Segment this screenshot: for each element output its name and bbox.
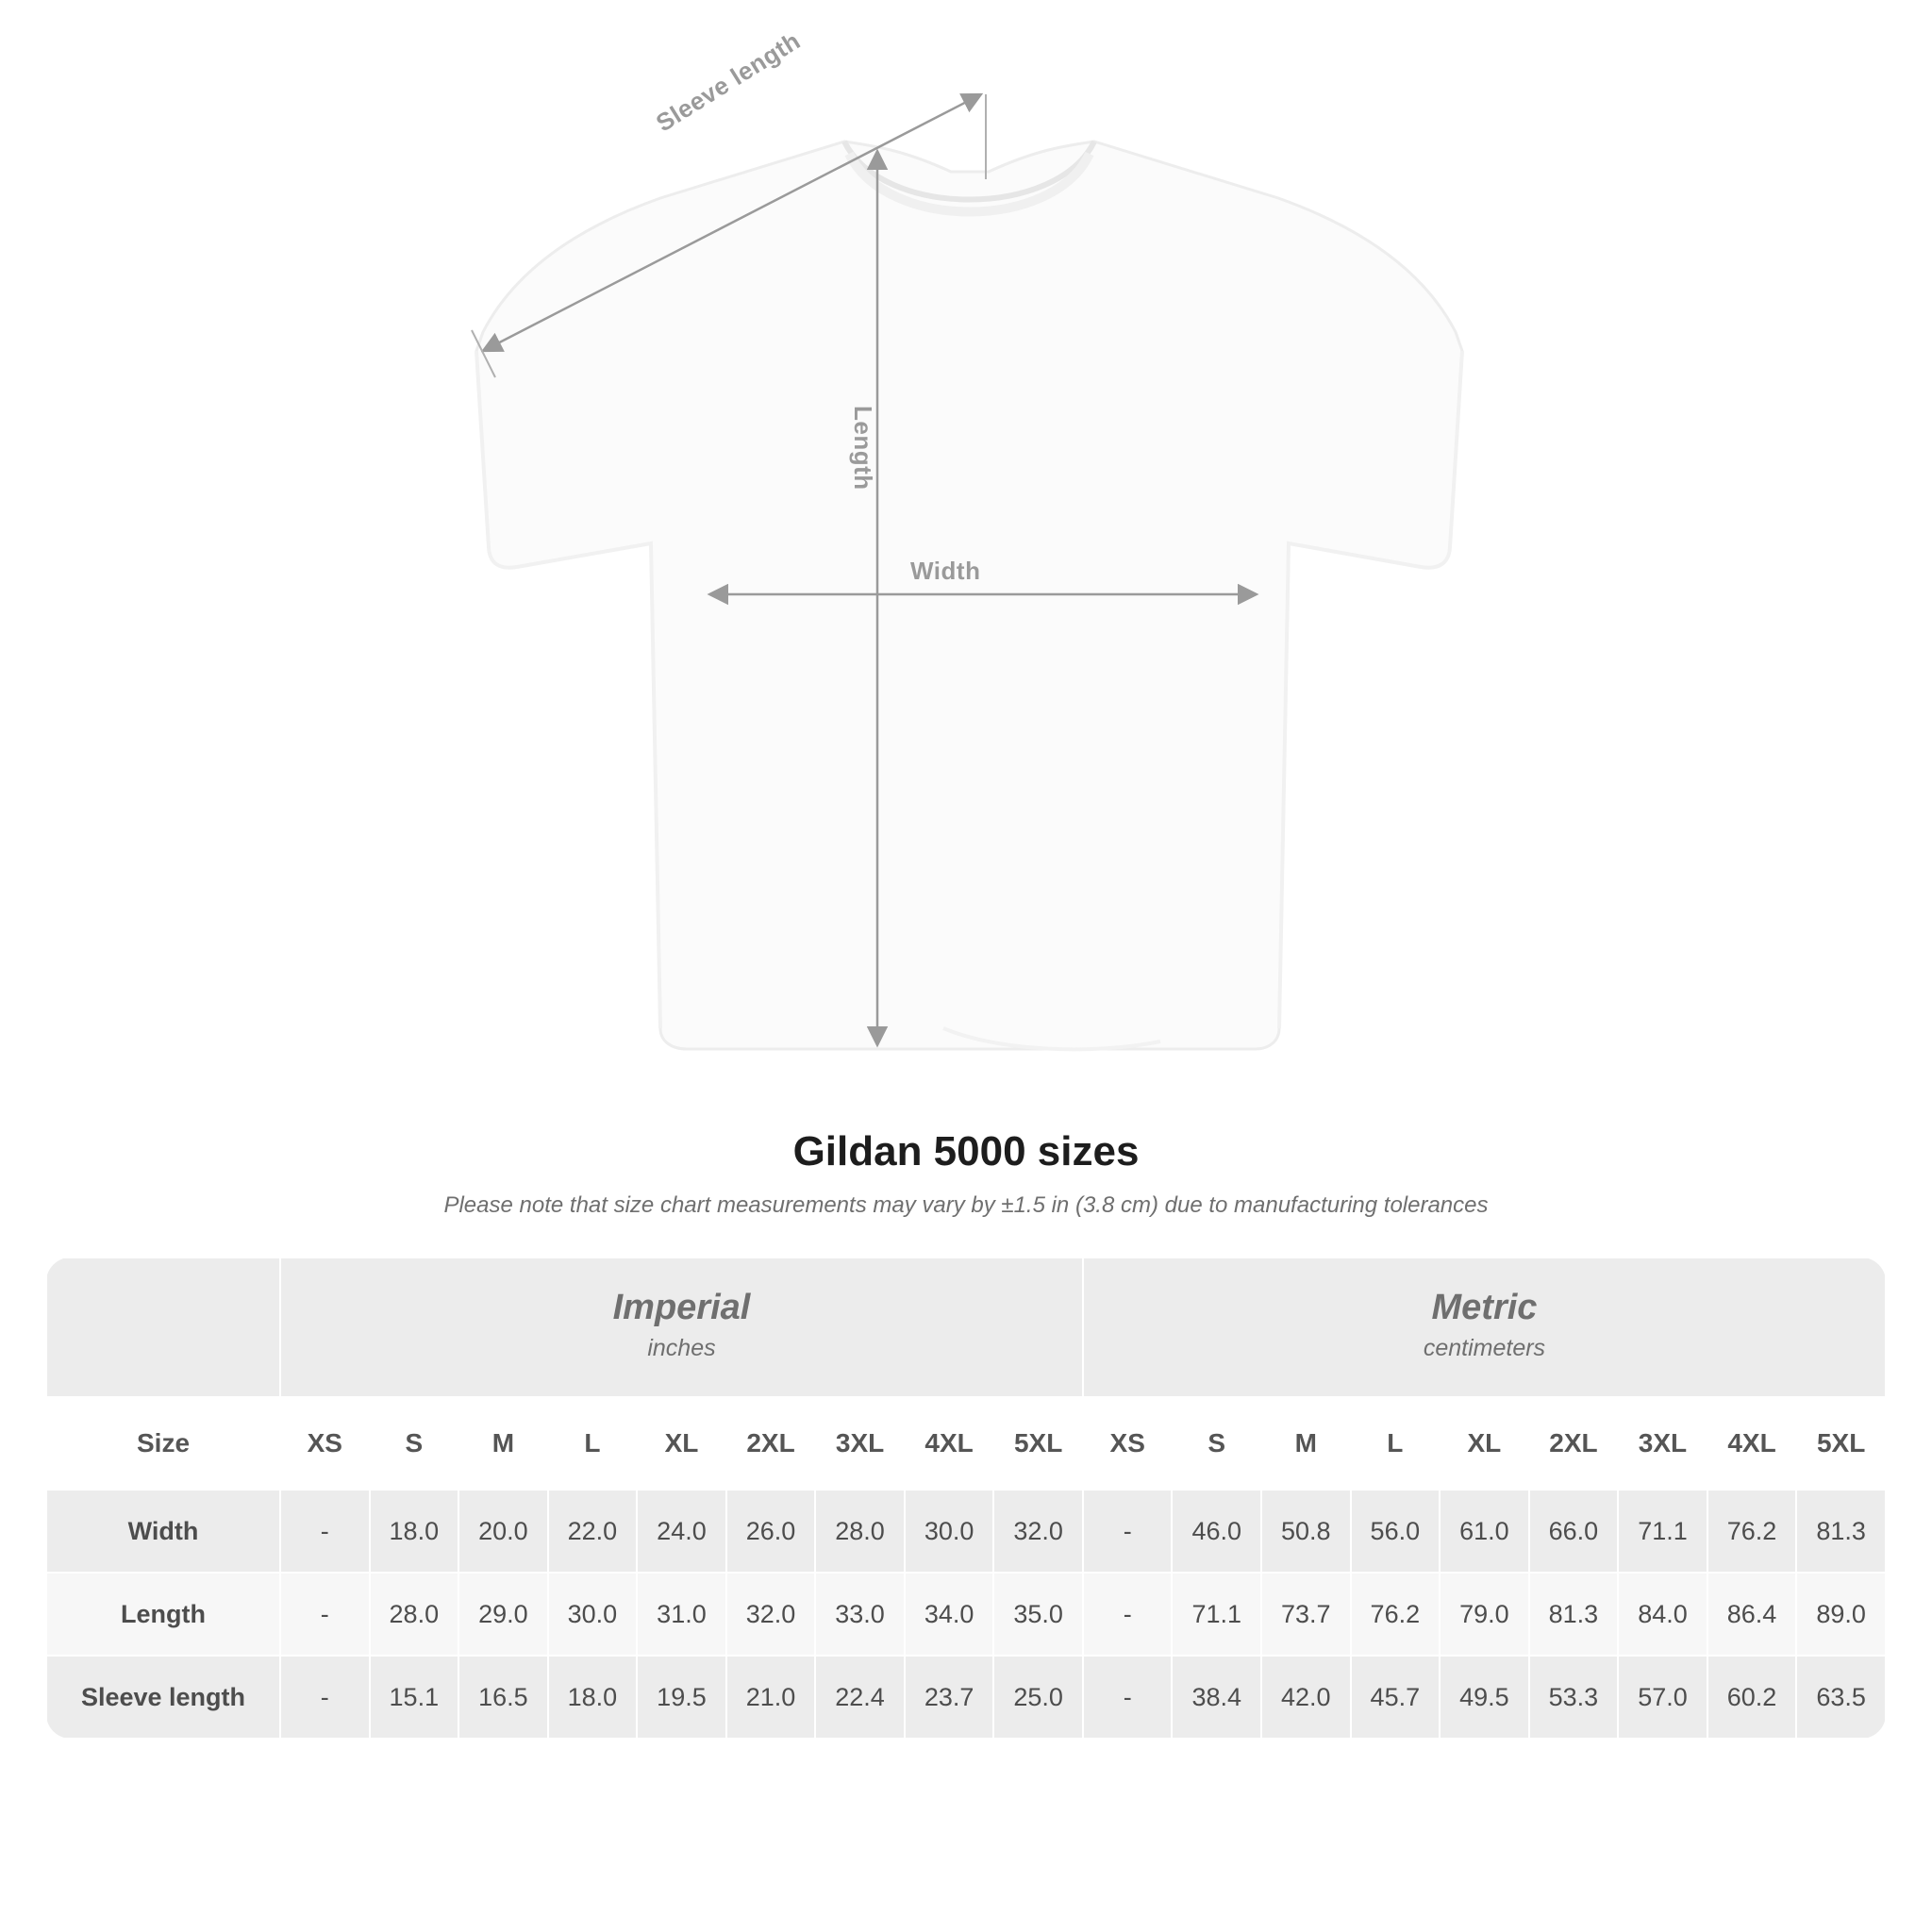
cell-width-metric-s: 46.0 [1172, 1490, 1261, 1573]
cell-length-imperial-xl: 31.0 [637, 1573, 726, 1656]
cell-width-imperial-xl: 24.0 [637, 1490, 726, 1573]
page-title: Gildan 5000 sizes [792, 1128, 1140, 1174]
cell-width-metric-2xl: 66.0 [1529, 1490, 1619, 1573]
cell-length-metric-m: 73.7 [1261, 1573, 1351, 1656]
cell-length-imperial-m: 29.0 [458, 1573, 548, 1656]
cell-width-imperial-5xl: 32.0 [993, 1490, 1083, 1573]
cell-width-metric-l: 56.0 [1351, 1490, 1441, 1573]
size-header-metric-xs: XS [1083, 1397, 1173, 1490]
size-header-imperial-4xl: 4XL [905, 1397, 994, 1490]
size-header-metric-xl: XL [1440, 1397, 1529, 1490]
size-header-imperial-s: S [370, 1397, 459, 1490]
row-label-width: Width [46, 1490, 280, 1573]
cell-width-imperial-s: 18.0 [370, 1490, 459, 1573]
cell-sleeve-length-metric-xs: - [1083, 1656, 1173, 1739]
cell-sleeve-length-metric-m: 42.0 [1261, 1656, 1351, 1739]
cell-length-metric-3xl: 84.0 [1618, 1573, 1707, 1656]
system-header-spacer [46, 1257, 280, 1397]
cell-sleeve-length-metric-s: 38.4 [1172, 1656, 1261, 1739]
cell-width-metric-xl: 61.0 [1440, 1490, 1529, 1573]
cell-width-imperial-2xl: 26.0 [726, 1490, 816, 1573]
cell-width-metric-3xl: 71.1 [1618, 1490, 1707, 1573]
cell-sleeve-length-metric-xl: 49.5 [1440, 1656, 1529, 1739]
cell-length-metric-s: 71.1 [1172, 1573, 1261, 1656]
cell-width-imperial-m: 20.0 [458, 1490, 548, 1573]
cell-width-metric-xs: - [1083, 1490, 1173, 1573]
cell-length-metric-5xl: 89.0 [1796, 1573, 1886, 1656]
system-header-row [46, 1257, 1886, 1397]
row-label-sleeve-length: Sleeve length [46, 1656, 280, 1739]
size-header-metric-m: M [1261, 1397, 1351, 1490]
size-header-imperial-5xl: 5XL [993, 1397, 1083, 1490]
size-header-imperial-m: M [458, 1397, 548, 1490]
cell-length-metric-2xl: 81.3 [1529, 1573, 1619, 1656]
cell-length-imperial-l: 30.0 [548, 1573, 638, 1656]
cell-length-imperial-2xl: 32.0 [726, 1573, 816, 1656]
table-row [46, 1573, 1886, 1656]
size-header-label: Size [46, 1397, 280, 1490]
length-label: Length [849, 406, 877, 491]
cell-width-imperial-3xl: 28.0 [815, 1490, 905, 1573]
cell-sleeve-length-imperial-5xl: 25.0 [993, 1656, 1083, 1739]
cell-sleeve-length-imperial-2xl: 21.0 [726, 1656, 816, 1739]
size-header-metric-2xl: 2XL [1529, 1397, 1619, 1490]
cell-sleeve-length-imperial-m: 16.5 [458, 1656, 548, 1739]
table-row [46, 1490, 1886, 1573]
cell-sleeve-length-metric-3xl: 57.0 [1618, 1656, 1707, 1739]
row-label-length: Length [46, 1573, 280, 1656]
size-header-row [46, 1397, 1886, 1490]
cell-sleeve-length-imperial-l: 18.0 [548, 1656, 638, 1739]
cell-length-imperial-5xl: 35.0 [993, 1573, 1083, 1656]
cell-width-metric-m: 50.8 [1261, 1490, 1351, 1573]
cell-sleeve-length-metric-2xl: 53.3 [1529, 1656, 1619, 1739]
cell-length-imperial-s: 28.0 [370, 1573, 459, 1656]
size-header-imperial-2xl: 2XL [726, 1397, 816, 1490]
cell-length-imperial-xs: - [280, 1573, 370, 1656]
cell-sleeve-length-imperial-s: 15.1 [370, 1656, 459, 1739]
system-unit: centimeters [1423, 1334, 1546, 1361]
cell-width-metric-5xl: 81.3 [1796, 1490, 1886, 1573]
size-header-metric-3xl: 3XL [1618, 1397, 1707, 1490]
sleeve-length-label: Sleeve length [651, 25, 806, 138]
cell-length-metric-4xl: 86.4 [1707, 1573, 1797, 1656]
system-name: Imperial [612, 1288, 751, 1328]
cell-sleeve-length-metric-5xl: 63.5 [1796, 1656, 1886, 1739]
size-header-imperial-3xl: 3XL [815, 1397, 905, 1490]
size-header-imperial-xl: XL [637, 1397, 726, 1490]
cell-sleeve-length-metric-4xl: 60.2 [1707, 1656, 1797, 1739]
size-header-imperial-xs: XS [280, 1397, 370, 1490]
size-header-imperial-l: L [548, 1397, 638, 1490]
width-label: Width [910, 557, 981, 585]
size-header-metric-s: S [1172, 1397, 1261, 1490]
size-chart-body [46, 1257, 1886, 1739]
title-block [0, 1128, 1932, 1219]
cell-sleeve-length-imperial-3xl: 22.4 [815, 1656, 905, 1739]
cell-width-imperial-4xl: 30.0 [905, 1490, 994, 1573]
tolerance-note: Please note that size chart measurements may vary by ±1.5 in (3.8 cm) due to manufacturing tolerances [443, 1192, 1489, 1218]
cell-sleeve-length-imperial-xl: 19.5 [637, 1656, 726, 1739]
system-name: Metric [1431, 1288, 1538, 1328]
size-header-metric-l: L [1351, 1397, 1441, 1490]
cell-length-metric-xs: - [1083, 1573, 1173, 1656]
table-row [46, 1656, 1886, 1739]
system-unit: inches [647, 1334, 716, 1361]
cell-length-imperial-3xl: 33.0 [815, 1573, 905, 1656]
size-header-metric-4xl: 4XL [1707, 1397, 1797, 1490]
system-header-imperial [280, 1257, 1083, 1397]
size-chart-table [45, 1257, 1887, 1740]
cell-length-imperial-4xl: 34.0 [905, 1573, 994, 1656]
size-header-metric-5xl: 5XL [1796, 1397, 1886, 1490]
cell-length-metric-l: 76.2 [1351, 1573, 1441, 1656]
system-header-metric [1083, 1257, 1886, 1397]
size-chart-table-wrapper [45, 1257, 1887, 1740]
cell-length-metric-xl: 79.0 [1440, 1573, 1529, 1656]
cell-width-imperial-xs: - [280, 1490, 370, 1573]
cell-sleeve-length-imperial-4xl: 23.7 [905, 1656, 994, 1739]
cell-sleeve-length-metric-l: 45.7 [1351, 1656, 1441, 1739]
cell-sleeve-length-imperial-xs: - [280, 1656, 370, 1739]
cell-width-imperial-l: 22.0 [548, 1490, 638, 1573]
cell-width-metric-4xl: 76.2 [1707, 1490, 1797, 1573]
